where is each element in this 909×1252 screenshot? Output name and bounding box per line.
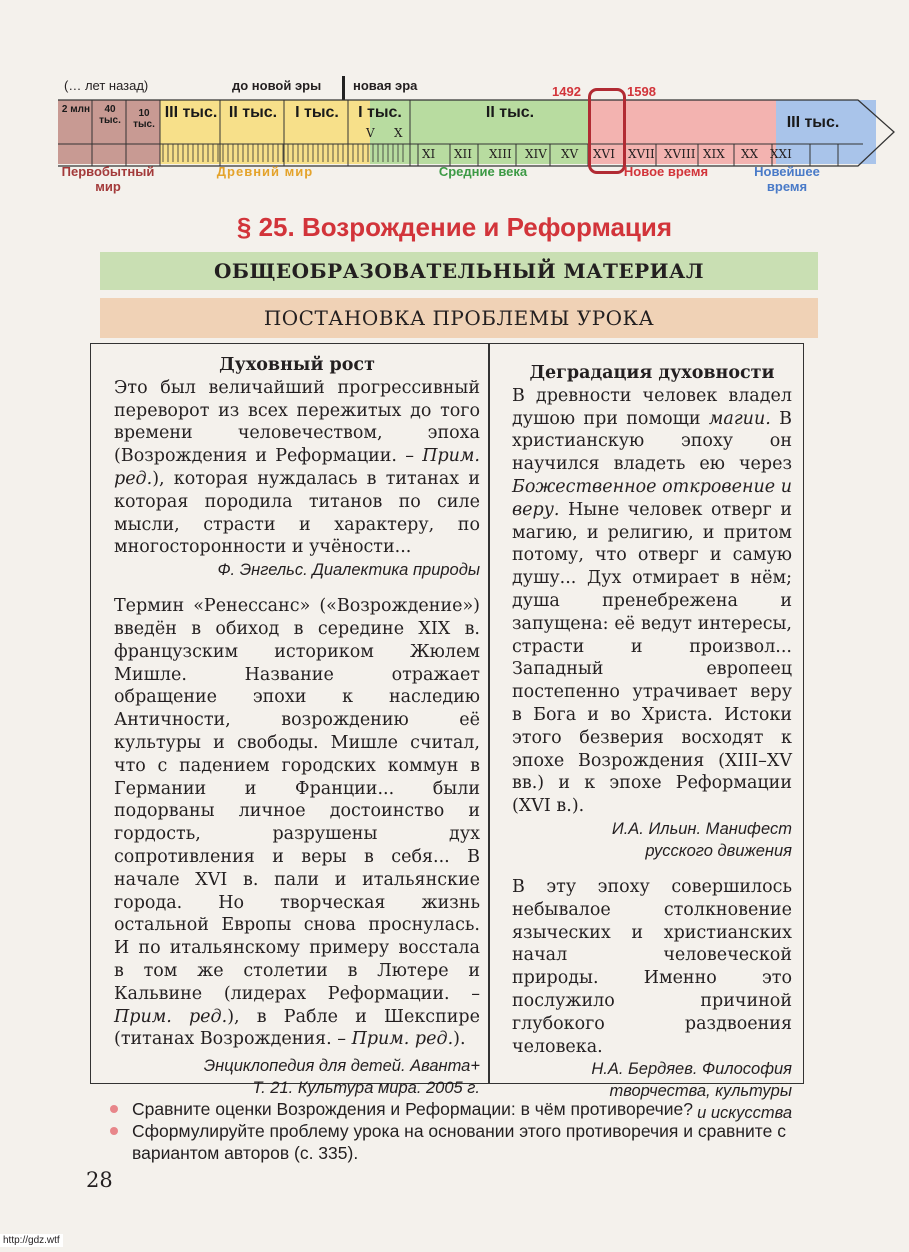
timeline-period-3k-bc: III тыс. — [164, 104, 218, 121]
general-material-band: ОБЩЕОБРАЗОВАТЕЛЬНЫЙ МАТЕРИАЛ — [100, 252, 818, 290]
right-source-2: Н.А. Бердяев. Философия творчества, культуры и искусства — [591, 1060, 792, 1123]
left-heading: Духовный рост — [219, 355, 375, 375]
timeline-period-2k-bc: II тыс. — [228, 104, 278, 121]
left-paragraph-1: Это был величайший прогрессивный переворот из всех пережитых до того времени человечеством, эпоха (Возрождения и Реформации. – Прим. ред.), которая нуждалась в титанах и которая породила титанов по силе мысли, страсти и характеру, по многосторонности и учёности... — [114, 377, 480, 558]
era-new-time: Новое время — [623, 164, 709, 179]
timeline-highlight-16th-century — [588, 88, 626, 174]
task-item: Сформулируйте проблему урока на основании этого противоречия и сравните с вариантом авторов (с. 335). — [110, 1120, 810, 1164]
century-20: XX — [741, 147, 759, 161]
century-10: X — [394, 126, 403, 140]
bullet-icon — [110, 1127, 118, 1135]
century-17: XVII — [628, 147, 655, 161]
left-paragraph-2: Термин «Ренессанс» («Возрождение») введён в обиход в середине XIX в. французским историком Жюлем Мишле. Название отражает обращение эпохи к наследию Античности, возрождению её культуры и свободы. Мишле считал, что с падением городских коммун в Германии и Франции... были подорваны личное достоинство и гордость, разрушены дух сопротивления и веры в себя... В начале XVI в. пали и итальянские города. Но творческая жизнь остальной Европы снова проснулась. И по итальянскому примеру восстала в том же столетии в Лютере и Кальвине (лидерах Реформации. – Прим. ред.), в Рабле и Шекспире (титанах Возрождения. – Прим. ред.). — [114, 596, 480, 1050]
right-paragraph-2: В эту эпоху совершилось небывалое столкновение языческих и христианских начал человеческой природы. Именно это послужило причиной глубокого раздвоения человека. — [512, 876, 792, 1057]
left-source-1: Ф. Энгельс. Диалектика природы — [217, 561, 480, 580]
century-18: XVIII — [664, 147, 696, 161]
timeline-period-2mln: 2 млн — [61, 104, 91, 115]
timeline-period-2k-ad: II тыс. — [485, 104, 535, 121]
lesson-problem-band: ПОСТАНОВКА ПРОБЛЕМЫ УРОКА — [100, 298, 818, 338]
task-item: Сравните оценки Возрождения и Реформации: в чём противоречие? — [110, 1098, 810, 1120]
century-21: XXI — [770, 147, 792, 161]
left-source-2: Энциклопедия для детей. Аванта+ Т. 21. Культура мира. 2005 г. — [203, 1057, 480, 1098]
bullet-icon — [110, 1105, 118, 1113]
century-15: XV — [561, 147, 579, 161]
timeline-bc-label: до новой эры — [232, 78, 322, 93]
timeline-year-1492: 1492 — [552, 84, 581, 99]
era-ancient: Древний мир — [216, 164, 314, 179]
century-5: V — [366, 126, 375, 140]
era-primitive: Первобытный мир — [61, 164, 155, 194]
page-number: 28 — [86, 1168, 113, 1192]
timeline-period-1k-ad: I тыс. — [358, 104, 402, 121]
century-12: XII — [454, 147, 473, 161]
right-heading: Деградация духовности — [529, 363, 775, 383]
timeline-years-ago-label: (… лет назад) — [64, 78, 149, 93]
timeline-year-1598: 1598 — [627, 84, 656, 99]
century-11: XI — [422, 147, 436, 161]
timeline-period-40k: 40 тыс. — [99, 104, 121, 126]
right-paragraph-1: В древности человек владел душою при помощи магии. В христианскую эпоху он научился владеть ею через Божественное откровение и веру. Ныне человек отверг и магию, и религию, и притом потому, что отверг и самую душу... Дух отмирает в нём; душа пренебрежена и запущена: её ведут интересы, страсти и произвол... Западный европеец постепенно утрачивает веру в Бога и во Христа. Истоки этого безверия восходят к эпохе Возрождения (XIII–XV вв.) и к эпохе Реформации (XVI в.). — [512, 385, 792, 817]
timeline-period-3k-ad: III тыс. — [786, 114, 840, 131]
timeline-period-10k: 10 тыс. — [133, 108, 155, 130]
left-column — [114, 354, 480, 1099]
era-newest-time: Новейшее время — [754, 164, 820, 194]
century-13: XIII — [489, 147, 512, 161]
table-column-divider — [488, 343, 490, 1084]
century-14: XIV — [525, 147, 547, 161]
watermark-url: http://gdz.wtf — [0, 1234, 63, 1247]
timeline-ad-label: новая эра — [353, 78, 418, 93]
right-source-1: И.А. Ильин. Манифест русского движения — [611, 819, 792, 860]
right-column — [512, 362, 792, 1124]
century-16: XVI — [593, 147, 615, 161]
page-title: § 25. Возрождение и Реформация — [236, 212, 673, 242]
timeline-period-1k-bc: I тыс. — [295, 104, 339, 121]
task-list — [110, 1098, 810, 1164]
era-middle-ages: Средние века — [438, 164, 528, 179]
century-19: XIX — [703, 147, 725, 161]
